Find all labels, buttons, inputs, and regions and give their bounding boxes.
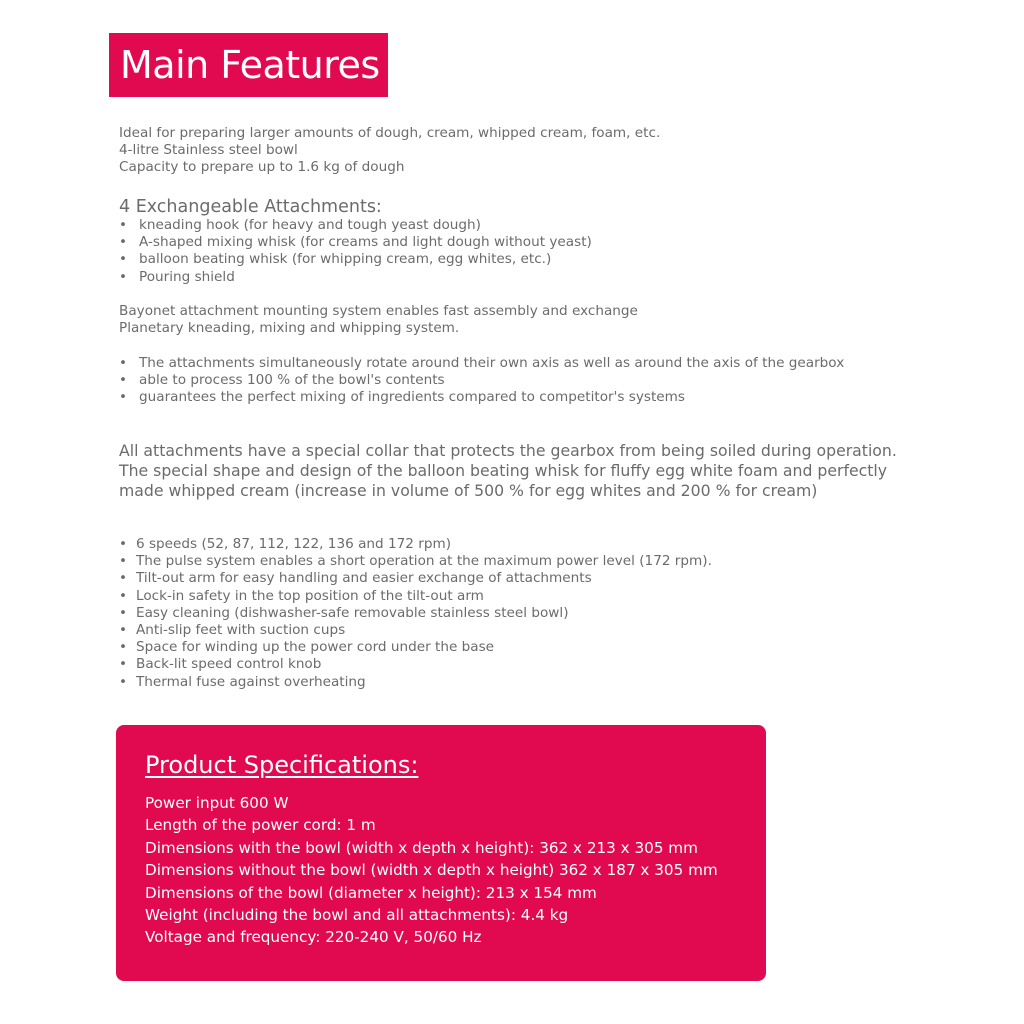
intro-line: 4-litre Stainless steel bowl (119, 142, 298, 159)
list-item: • Anti-slip feet with suction cups (119, 622, 712, 639)
list-item: • 6 speeds (52, 87, 112, 122, 136 and 172 rpm) (119, 536, 712, 553)
systems-line: Planetary kneading, mixing and whipping system. (119, 320, 460, 337)
list-item: • Pouring shield (119, 269, 592, 286)
title-banner (109, 33, 388, 97)
systems-line: Bayonet attachment mounting system enables fast assembly and exchange (119, 303, 638, 319)
intro-line: Ideal for preparing larger amounts of dough, cream, whipped cream, foam, etc. (119, 125, 661, 141)
list-item: • Thermal fuse against overheating (119, 674, 712, 691)
list-item: • kneading hook (for heavy and tough yeast dough) (119, 217, 592, 234)
spec-item: Length of the power cord: 1 m (145, 816, 376, 835)
collar-line: made whipped cream (increase in volume of 500 % for egg whites and 200 % for cream) (119, 480, 818, 500)
list-item: • The attachments simultaneously rotate around their own axis as well as around the axis of the gearbox (119, 355, 844, 372)
collar-line: The special shape and design of the balloon beating whisk for fluffy egg white foam and perfectly (119, 460, 888, 480)
attachments-section (119, 198, 592, 286)
product-specifications-panel (116, 725, 766, 981)
intro-paragraph (119, 125, 660, 177)
list-item: • The pulse system enables a short operation at the maximum power level (172 rpm). (119, 553, 712, 570)
spec-item: Weight (including the bowl and all attachments): 4.4 kg (145, 906, 569, 925)
list-item: • Space for winding up the power cord under the base (119, 639, 712, 656)
list-item: • A-shaped mixing whisk (for creams and light dough without yeast) (119, 234, 592, 251)
page-title: Main Features (120, 43, 380, 87)
systems-paragraph (119, 303, 638, 337)
intro-line: Capacity to prepare up to 1.6 kg of dough (119, 159, 405, 176)
list-item: • Back-lit speed control knob (119, 656, 712, 673)
spec-item: Dimensions with the bowl (width x depth x height): 362 x 213 x 305 mm (145, 838, 698, 857)
list-item: • balloon beating whisk (for whipping cream, egg whites, etc.) (119, 251, 592, 268)
planetary-list (119, 355, 844, 407)
spec-item: Dimensions without the bowl (width x depth x height) 362 x 187 x 305 mm (145, 861, 718, 880)
list-item: • able to process 100 % of the bowl's contents (119, 372, 844, 389)
collar-line: All attachments have a special collar that protects the gearbox from being soiled during operation. (119, 441, 897, 460)
attachments-heading: 4 Exchangeable Attachments: (119, 197, 382, 217)
attachments-list (119, 217, 592, 286)
features-list (119, 536, 712, 691)
list-item: • Lock-in safety in the top position of the tilt-out arm (119, 588, 712, 605)
spec-item: Voltage and frequency: 220-240 V, 50/60 Hz (145, 928, 482, 947)
list-item: • Easy cleaning (dishwasher-safe removable stainless steel bowl) (119, 605, 712, 622)
list-item: • guarantees the perfect mixing of ingredients compared to competitor's systems (119, 389, 844, 406)
spec-item: Power input 600 W (145, 794, 289, 812)
spec-item: Dimensions of the bowl (diameter x height): 213 x 154 mm (145, 883, 597, 902)
specifications-title: Product Specifications: (145, 751, 419, 779)
list-item: • Tilt-out arm for easy handling and easier exchange of attachments (119, 570, 712, 587)
collar-paragraph (119, 441, 897, 500)
specifications-list (145, 792, 718, 949)
